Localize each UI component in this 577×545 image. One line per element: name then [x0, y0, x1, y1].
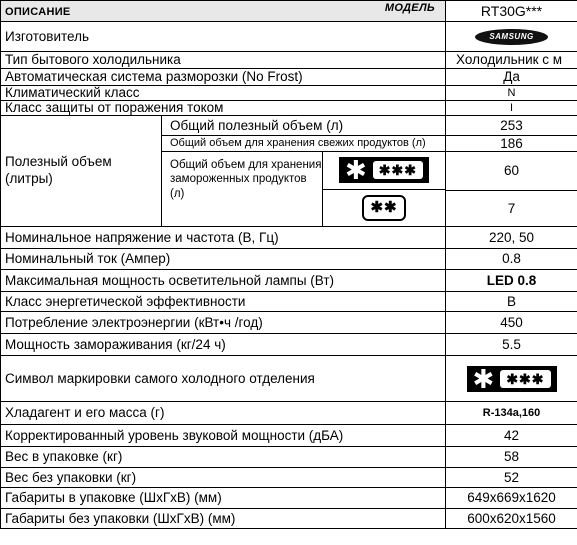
table-cell-value: Холодильник с м	[446, 52, 577, 69]
table-row	[1, 101, 577, 116]
table-cell-value: 5.5	[446, 334, 577, 356]
table-row	[1, 22, 577, 52]
table-cell-label: Максимальная мощность осветительной лампы (Вт)	[1, 270, 446, 292]
table-cell-value: LED 0.8	[446, 270, 577, 292]
table-cell-value: B	[446, 292, 577, 312]
table-cell-label: Корректированный уровень звуковой мощности (дБА)	[1, 425, 446, 447]
table-row	[1, 425, 577, 447]
table-cell-label: Вес в упаковке (кг)	[1, 447, 446, 468]
two-stars-icon: ✱✱	[362, 195, 405, 221]
table-row	[1, 86, 577, 101]
table-cell-label: Габариты без упаковки (ШхГхВ) (мм)	[1, 509, 446, 529]
table-row	[1, 402, 577, 425]
table-row	[1, 249, 577, 270]
table-cell-label: Климатический класс	[1, 86, 446, 101]
volume-label: Полезный объем (литры)	[1, 116, 162, 227]
table-cell-label: Мощность замораживания (кг/24 ч)	[1, 334, 446, 356]
table-cell-label: Габариты в упаковке (ШхГхВ) (мм)	[1, 488, 446, 509]
table-cell-value: 600x620x1560	[446, 509, 577, 529]
table-cell-value: 42	[446, 425, 577, 447]
table-cell-label: Класс энергетической эффективности	[1, 292, 446, 312]
table-row	[1, 334, 577, 356]
table-row	[1, 312, 577, 334]
fresh-volume-label: Общий объем для хранения свежих продуктов (л)	[162, 136, 446, 152]
table-cell-label: Символ маркировки самого холодного отделения	[1, 356, 446, 402]
snowflake-icon: ✱	[472, 363, 495, 394]
frozen-volume-label: Общий объем для хранения замороженных продуктов (л)	[170, 159, 322, 200]
frozen-volume-value-1: 60	[446, 152, 577, 191]
table-cell-value: 450	[446, 312, 577, 334]
table-cell-label: Хладагент и его масса (г)	[1, 402, 446, 425]
table-cell-value	[446, 356, 577, 402]
table-row	[1, 292, 577, 312]
table-row	[1, 468, 577, 488]
table-row	[1, 356, 577, 402]
table-cell-value: R-134a,160	[446, 402, 577, 425]
coldest-compartment-badge	[467, 363, 557, 394]
total-volume-label: Общий полезный объем (л)	[162, 116, 446, 136]
table-cell-value: 52	[446, 468, 577, 488]
table-cell-label: Потребление электроэнергии (кВт•ч /год)	[1, 312, 446, 334]
table-cell-value: I	[446, 101, 577, 116]
table-cell-value	[446, 22, 577, 52]
table-cell-value: 649x669x1620	[446, 488, 577, 509]
table-cell-label: Вес без упаковки (кг)	[1, 468, 446, 488]
model-header: МОДЕЛЬ	[384, 2, 436, 14]
table-row	[1, 227, 577, 249]
table-cell-label: Тип бытового холодильника	[1, 52, 446, 69]
three-star-freezer-badge	[339, 155, 429, 186]
fresh-volume-value: 186	[446, 136, 577, 152]
model-value: RT30G***	[446, 1, 577, 22]
three-stars-icon: ✱✱✱	[373, 161, 423, 179]
table-cell-value: 58	[446, 447, 577, 468]
table-row	[1, 270, 577, 292]
table-cell-value: 0.8	[446, 249, 577, 270]
three-stars-icon: ✱✱✱	[500, 370, 550, 388]
table-row	[1, 509, 577, 529]
snowflake-icon: ✱	[345, 155, 367, 186]
table-cell-label: Номинальное напряжение и частота (В, Гц)	[1, 227, 446, 249]
description-header: ОПИСАНИЕ	[5, 6, 71, 18]
table-cell-label: Класс защиты от поражения током	[1, 101, 446, 116]
table-cell-label: Номинальный ток (Ампер)	[1, 249, 446, 270]
table-cell-value: N	[446, 86, 577, 101]
table-row	[1, 488, 577, 509]
samsung-logo: SAMSUNG	[475, 29, 547, 45]
manufacturer-label: Изготовитель	[1, 22, 446, 52]
header-row	[1, 1, 577, 22]
total-volume-value: 253	[446, 116, 577, 136]
table-cell-value: Да	[446, 69, 577, 86]
table-row	[1, 52, 577, 69]
table-cell-value: 220, 50	[446, 227, 577, 249]
table-row	[1, 69, 577, 86]
table-row	[1, 116, 577, 136]
table-row	[1, 447, 577, 468]
frozen-volume-value-2: 7	[446, 190, 577, 227]
table-cell-label: Автоматическая система разморозки (No Frost)	[1, 69, 446, 86]
table-cell-label	[162, 152, 446, 227]
